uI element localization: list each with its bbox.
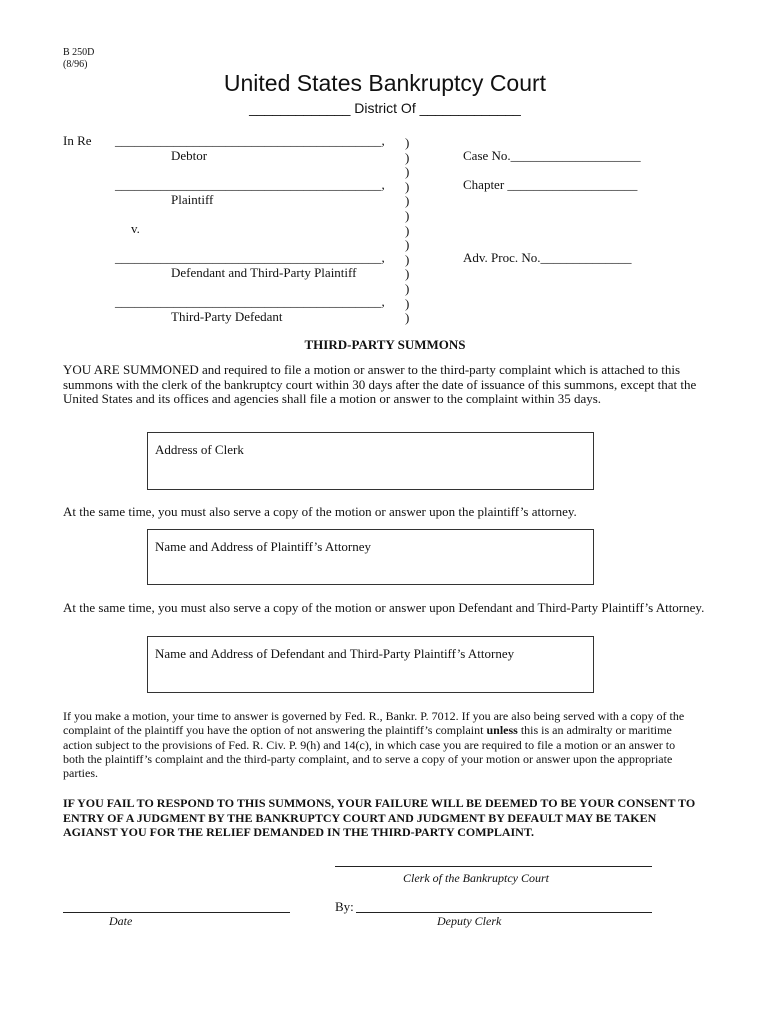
motion-text (63, 709, 688, 780)
serve-plaintiff-text: At the same time, you must also serve a copy of the motion or answer upon the plaintiff’s attorney. (63, 504, 577, 519)
caption-parentheses: ) ) ) ) ) ) ) ) ) ) ) ) ) (405, 135, 410, 326)
plaintiff-line[interactable]: _________________________________________, (115, 177, 385, 192)
in-re-label: In Re (63, 133, 92, 148)
deputy-label: Deputy Clerk (437, 914, 502, 928)
third-party-line[interactable]: _________________________________________, (115, 294, 385, 309)
motion-text-before: If you make a motion, your time to answer is governed by Fed. R., Bankr. P. 7012. If you are also being served with a copy of the complaint of the plaintiff you have the option of not answering the plaintiff’s complaint (63, 709, 685, 738)
debtor-line[interactable]: _________________________________________, (115, 133, 385, 148)
clerk-signature-line[interactable] (335, 866, 652, 867)
defendant-label: Defendant and Third-Party Plaintiff (171, 265, 357, 280)
serve-defendant-text: At the same time, you must also serve a copy of the motion or answer upon Defendant and Third-Party Plaintiff’s Attorney. (63, 600, 705, 615)
form-number: B 250D (63, 47, 95, 58)
summons-title: THIRD-PARTY SUMMONS (304, 337, 466, 352)
clerk-address-label: Address of Clerk (155, 442, 244, 457)
district-line: _____________ District Of _____________ (249, 100, 521, 116)
date-line[interactable] (63, 912, 290, 913)
form-date: (8/96) (63, 59, 88, 70)
date-label: Date (109, 914, 133, 928)
summons-text: YOU ARE SUMMONED and required to file a motion or answer to the third-party complaint which is attached to this summons with the clerk of the bankruptcy court within 30 days after the date of issuance of this summons, except that the United States and its offices and agencies shall file a motion or answer to the complaint within 35 days. (63, 362, 697, 407)
clerk-label: Clerk of the Bankruptcy Court (403, 871, 549, 885)
adv-proc-field[interactable]: Adv. Proc. No.______________ (463, 250, 632, 265)
case-number-field[interactable]: Case No.____________________ (463, 148, 641, 163)
deputy-signature-line[interactable] (356, 912, 652, 913)
defendant-attorney-label: Name and Address of Defendant and Third-Party Plaintiff’s Attorney (155, 646, 515, 661)
defendant-attorney-box[interactable] (147, 636, 594, 693)
versus-label: v. (131, 221, 140, 236)
chapter-field[interactable]: Chapter ____________________ (463, 177, 638, 192)
third-party-label: Third-Party Defedant (171, 309, 283, 324)
debtor-label: Debtor (171, 148, 208, 163)
by-label: By: (335, 899, 354, 914)
form-code (63, 47, 94, 71)
plaintiff-attorney-label: Name and Address of Plaintiff’s Attorney (155, 539, 372, 554)
motion-text-after: this is an admiralty or maritime action subject to the provisions of Fed. R. Civ. P. 9(h) and 14(c), in which case you are required to file a motion or an answer to both the plaintiff’s complaint and the third-party complaint, and to serve a copy of your motion or answer upon the appropriate parties. (63, 723, 676, 781)
court-title: United States Bankruptcy Court (223, 70, 547, 96)
plaintiff-attorney-box[interactable] (147, 529, 594, 585)
defendant-line[interactable]: _________________________________________, (115, 250, 385, 265)
plaintiff-label: Plaintiff (171, 192, 214, 207)
clerk-address-box[interactable] (147, 432, 594, 490)
motion-text-unless: unless (486, 723, 518, 738)
default-warning: IF YOU FAIL TO RESPOND TO THIS SUMMONS, YOUR FAILURE WILL BE DEEMED TO BE YOUR CONSENT TO ENTRY OF A JUDGMENT BY THE BANKRUPTCY COURT AND JUDGMENT BY DEFAULT MAY BE TAKEN AGIANST YOU FOR THE RELIEF DEMANDED IN THE THIRD-PARTY COMPLAINT. (63, 796, 696, 839)
